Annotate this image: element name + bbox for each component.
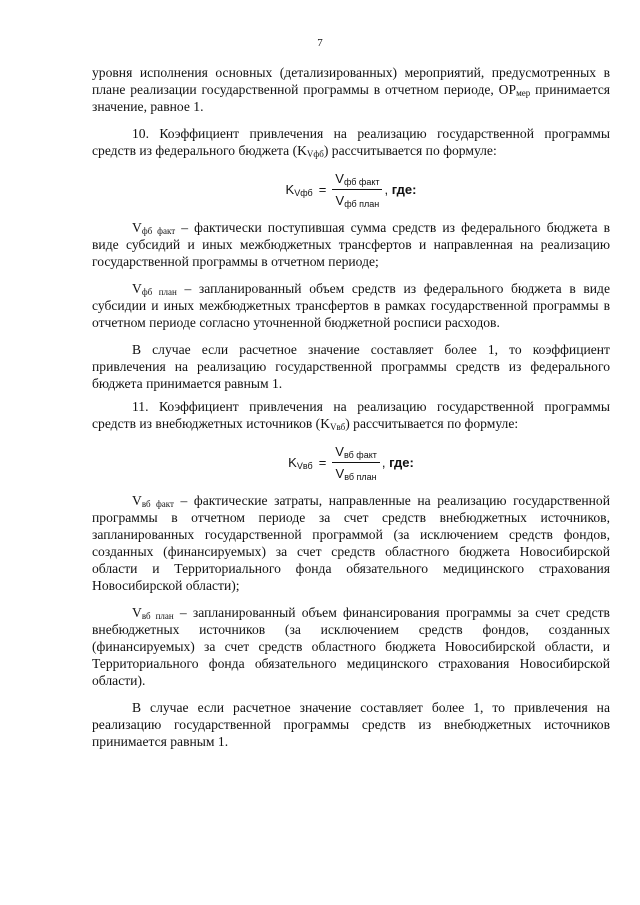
fraction-numerator bbox=[332, 170, 382, 190]
definition-text: – запланированный объем средств из федерального бюджета в виде субсидии и иных межбюджетных трансфертов в рамках государственной программы в отчетном периоде согласно уточненной бюджетной росписи расходов. bbox=[92, 281, 611, 330]
definition-text: – фактические затраты, направленные на реализацию государственной программы в отчетном периоде за счет средств внебюджетных источников, запланированных государственной программой (за исключением средств фондов, созданных (финансируемых) за счет средств областного бюджета Новосибирской области и Территориального фонда обязательного медицинского страхования Новосибирской области); bbox=[92, 493, 610, 593]
formula-subscript: вб план bbox=[344, 471, 377, 482]
formula-symbol: K bbox=[288, 454, 297, 470]
formula-subscript: фб факт bbox=[343, 176, 380, 187]
formula-k-vfb bbox=[92, 167, 610, 211]
subscript: Vвб bbox=[330, 422, 346, 432]
formula-where bbox=[382, 454, 414, 471]
paragraph-text: уровня исполнения основных (детализированных) мероприятий, предусмотренных в плане реализации государственной программы в отчетном периоде, ОР bbox=[92, 65, 610, 97]
subscript: фб факт bbox=[141, 226, 176, 236]
formula-where-text: где: bbox=[388, 181, 417, 197]
formula-where-text: где: bbox=[385, 454, 414, 470]
formula-equals: = bbox=[318, 181, 327, 197]
subscript: вб план bbox=[141, 611, 174, 621]
document-body bbox=[92, 64, 610, 750]
fraction-denominator bbox=[333, 463, 380, 482]
subscript: вб факт bbox=[141, 499, 174, 509]
definition-text: – фактически поступившая сумма средств из федерального бюджета в виде субсидий и иных межбюджетных трансфертов и направленная на реализацию государственной программы в отчетном периоде; bbox=[92, 220, 610, 269]
formula-comma: , bbox=[384, 181, 389, 197]
formula-symbol: V bbox=[335, 465, 345, 481]
definition-v-vb-fact bbox=[92, 492, 610, 594]
definition-symbol: V bbox=[132, 220, 142, 235]
fraction-denominator bbox=[333, 190, 383, 209]
subscript: мер bbox=[516, 88, 531, 98]
formula-subscript: Vвб bbox=[296, 460, 313, 471]
paragraph-note-federal: В случае если расчетное значение составляет более 1, то коэффициент привлечения на реализацию государственной программы средств из федерального бюджета принимается равным 1. bbox=[92, 342, 610, 391]
paragraph-note-extrabudgetary: В случае если расчетное значение составляет более 1, то привлечения на реализацию государственной программы средств из внебюджетных источников принимается равным 1. bbox=[92, 700, 610, 749]
formula-lhs bbox=[286, 181, 313, 198]
fraction-numerator bbox=[332, 443, 380, 463]
paragraph-text: 10. Коэффициент привлечения на реализацию государственной программы средств из федерального бюджета (K bbox=[92, 126, 610, 158]
definition-v-fb-fact bbox=[92, 219, 610, 270]
definition-symbol: V bbox=[132, 281, 142, 296]
paragraph-text: ) рассчитывается по формуле: bbox=[345, 416, 519, 431]
definition-v-fb-plan bbox=[92, 280, 610, 331]
paragraph-op-mer bbox=[92, 64, 610, 115]
formula-symbol: V bbox=[335, 443, 344, 459]
formula-equals: = bbox=[318, 454, 327, 470]
formula-where bbox=[384, 181, 416, 198]
formula-subscript: фб план bbox=[344, 198, 380, 209]
paragraph-item-11 bbox=[92, 398, 610, 432]
formula-k-vvb bbox=[92, 440, 610, 484]
formula-subscript: Vфб bbox=[294, 187, 313, 198]
page-number: 7 bbox=[317, 37, 323, 49]
formula-lhs bbox=[288, 454, 313, 471]
formula-symbol: V bbox=[335, 192, 345, 208]
definition-v-vb-plan bbox=[92, 604, 610, 689]
formula-symbol: K bbox=[285, 181, 295, 197]
subscript: фб план bbox=[141, 287, 177, 297]
subscript: Vфб bbox=[306, 149, 324, 159]
definition-symbol: V bbox=[132, 605, 142, 620]
definition-symbol: V bbox=[132, 493, 142, 508]
formula-comma: , bbox=[381, 454, 386, 470]
paragraph-text: принимается значение, равное 1. bbox=[92, 82, 610, 114]
formula-subscript: вб факт bbox=[343, 449, 377, 460]
paragraph-item-10 bbox=[92, 125, 610, 159]
formula-fraction bbox=[332, 443, 380, 482]
formula-symbol: V bbox=[335, 170, 344, 186]
paragraph-text: 11. Коэффициент привлечения на реализацию государственной программы средств из внебюджетных источников (K bbox=[92, 399, 610, 431]
paragraph-text: ) рассчитывается по формуле: bbox=[323, 143, 497, 158]
definition-text: – запланированный объем финансирования программы за счет средств внебюджетных источников (за исключением средств фондов, созданных (финансируемых) за счет средств областного бюджета Новосибирской области, и Территориального фонда обязательного медицинского страхования Новосибирской области). bbox=[92, 605, 610, 688]
formula-fraction bbox=[332, 170, 382, 209]
